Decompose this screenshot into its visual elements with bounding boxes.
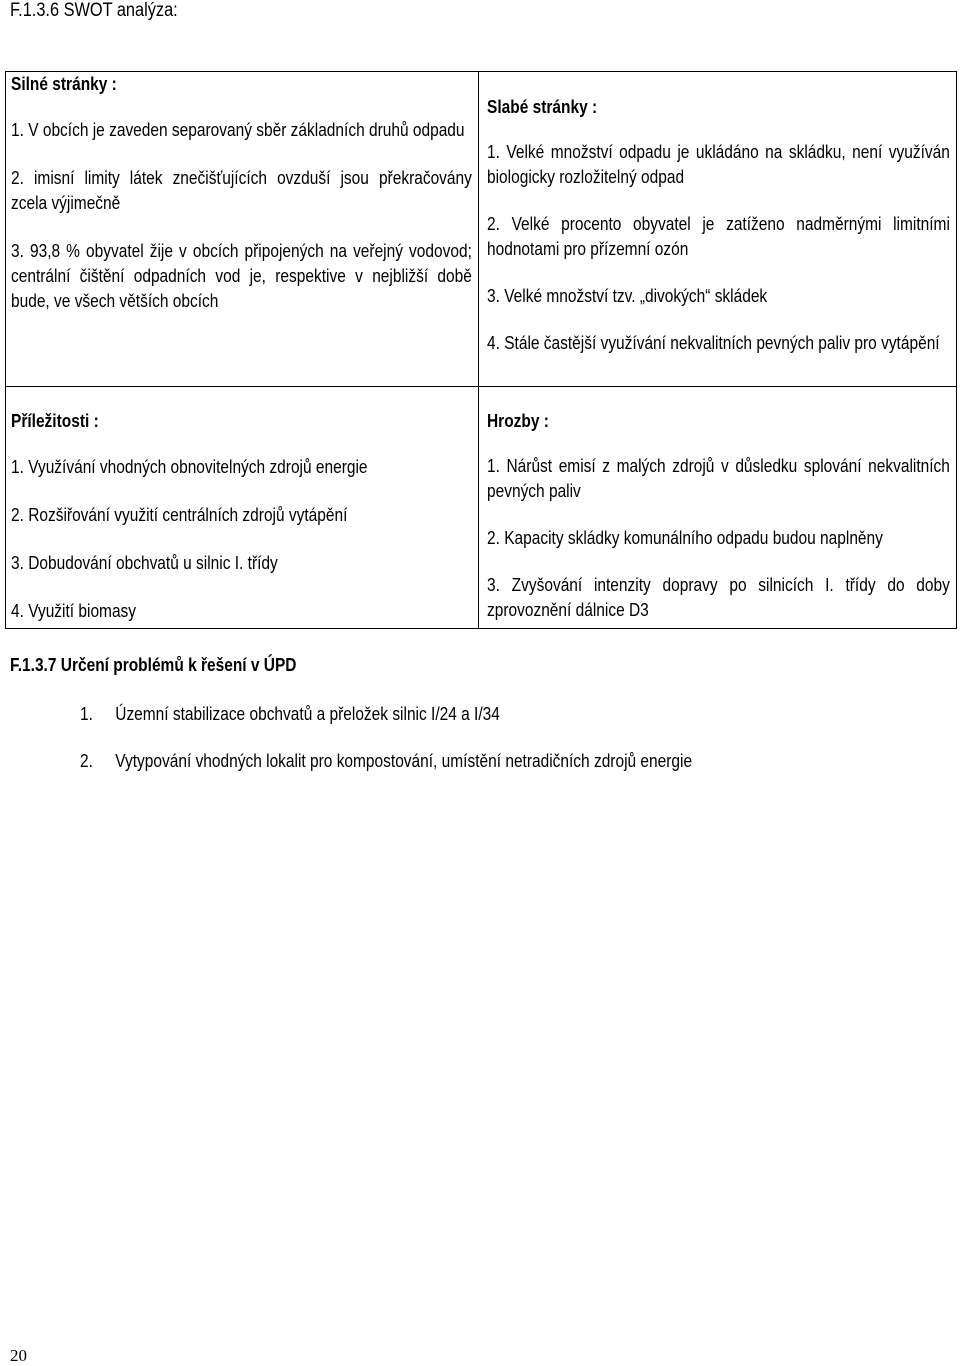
threats-cell: [487, 410, 951, 623]
opportunities-cell: [11, 410, 473, 624]
opportunity-item: [11, 551, 473, 576]
weaknesses-title: Slabé stránky :: [487, 97, 598, 117]
section-heading: F.1.3.6 SWOT analýza:: [10, 0, 178, 21]
threat-item-text: 2. Kapacity skládky komunálního odpadu budou naplněny: [487, 528, 883, 548]
page-number: 20: [10, 1346, 27, 1365]
opportunity-item-text: 4. Využití biomasy: [11, 601, 137, 621]
table-divider-vertical: [478, 72, 479, 628]
weakness-item-text: 1. Velké množství odpadu je ukládáno na skládku, není využíván biologicky rozložitelný odpad: [487, 142, 950, 187]
problems-heading: F.1.3.7 Určení problémů k řešení v ÚPD: [10, 655, 297, 675]
strength-item-text: 1. V obcích je zaveden separovaný sběr základních druhů odpadu: [11, 120, 465, 140]
weakness-item: [487, 140, 951, 190]
threat-item-text: 3. Zvyšování intenzity dopravy po silnicích I. třídy do doby zprovoznění dálnice D3: [487, 575, 950, 620]
problem-number: 2.: [80, 751, 93, 771]
problem-number: 1.: [80, 704, 93, 724]
strength-item: [11, 118, 473, 143]
strength-item-text: 2. imisní limity látek znečišťujících ovzduší jsou překračovány zcela výjimečně: [11, 168, 472, 213]
threats-title: Hrozby :: [487, 411, 549, 431]
strengths-cell: [11, 73, 473, 314]
threat-item: [487, 573, 951, 623]
opportunity-item: [11, 455, 473, 480]
strengths-title: Silné stránky :: [11, 74, 117, 94]
weakness-item: [487, 212, 951, 262]
problem-text: Vytypování vhodných lokalit pro kompostování, umístění netradičních zdrojů energie: [115, 751, 693, 771]
swot-table: [5, 71, 957, 629]
opportunity-item: [11, 503, 473, 528]
weakness-item-text: 4. Stále častější využívání nekvalitních pevných paliv pro vytápění: [487, 333, 940, 353]
opportunities-title: Příležitosti :: [11, 411, 99, 431]
opportunity-item-text: 1. Využívání vhodných obnovitelných zdrojů energie: [11, 457, 368, 477]
table-divider-horizontal: [6, 386, 956, 387]
weakness-item: [487, 284, 951, 309]
weakness-item-text: 3. Velké množství tzv. „divokých“ skládek: [487, 286, 768, 306]
problem-item: [80, 750, 692, 772]
strength-item-text: 3. 93,8 % obyvatel žije v obcích připojených na veřejný vodovod; centrální čištění odpadních vod je, respektive v nejbližší době bude, ve všech větších obcích: [11, 241, 472, 311]
strength-item: [11, 166, 473, 216]
opportunity-item-text: 2. Rozšiřování využití centrálních zdrojů vytápění: [11, 505, 348, 525]
weakness-item: [487, 331, 951, 356]
problem-item: [80, 703, 500, 725]
strength-item: [11, 239, 473, 314]
opportunity-item: [11, 599, 473, 624]
threat-item-text: 1. Nárůst emisí z malých zdrojů v důsledku splování nekvalitních pevných paliv: [487, 456, 950, 501]
problem-text: Územní stabilizace obchvatů a přeložek silnic I/24 a I/34: [115, 704, 500, 724]
threat-item: [487, 454, 951, 504]
opportunity-item-text: 3. Dobudování obchvatů u silnic I. třídy: [11, 553, 278, 573]
weaknesses-cell: [487, 96, 951, 356]
threat-item: [487, 526, 951, 551]
weakness-item-text: 2. Velké procento obyvatel je zatíženo nadměrnými limitními hodnotami pro přízemní ozón: [487, 214, 950, 259]
